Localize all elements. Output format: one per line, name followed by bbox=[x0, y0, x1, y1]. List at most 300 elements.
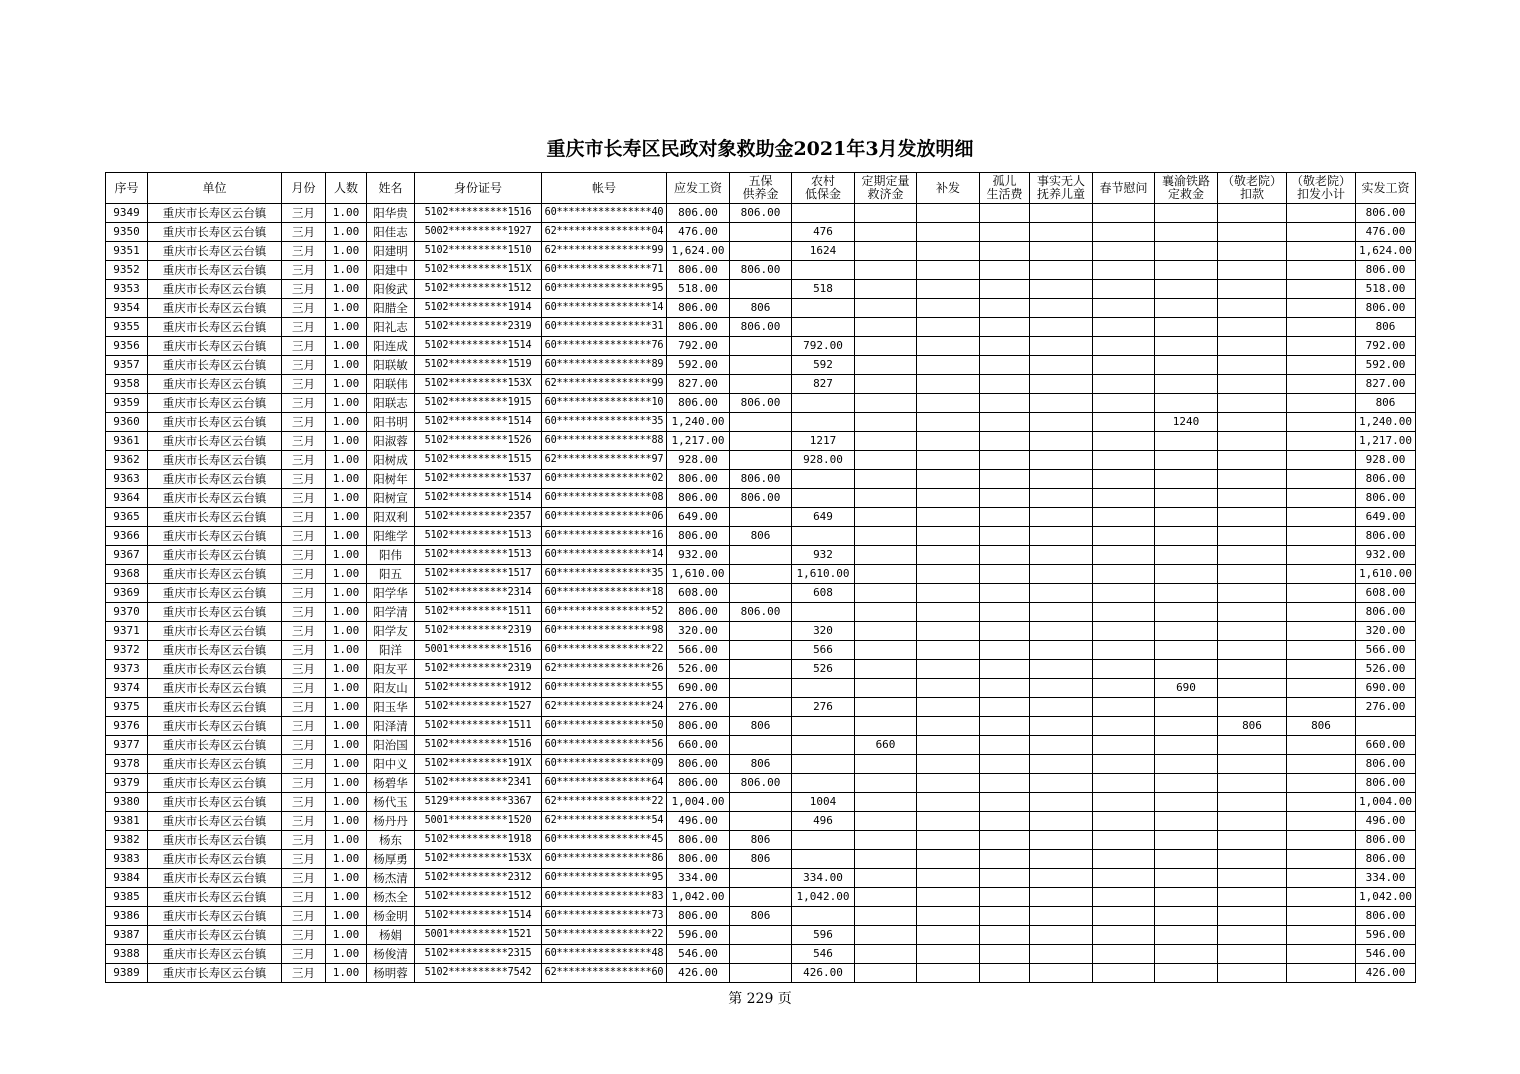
table-cell: 重庆市长寿区云台镇 bbox=[148, 869, 282, 888]
table-cell bbox=[1093, 356, 1155, 375]
table-cell bbox=[1093, 679, 1155, 698]
table-cell bbox=[1093, 470, 1155, 489]
table-cell: 9372 bbox=[106, 641, 148, 660]
table-cell: 阳中义 bbox=[367, 755, 415, 774]
table-cell bbox=[730, 793, 792, 812]
table-cell: 792.00 bbox=[792, 337, 855, 356]
table-cell: 阳泽清 bbox=[367, 717, 415, 736]
table-cell: 1.00 bbox=[326, 812, 367, 831]
column-header: 春节慰问 bbox=[1093, 173, 1155, 204]
table-cell: 重庆市长寿区云台镇 bbox=[148, 907, 282, 926]
table-cell: 1.00 bbox=[326, 679, 367, 698]
table-cell bbox=[1093, 489, 1155, 508]
table-cell: 5102**********1510 bbox=[415, 242, 542, 261]
table-cell: 9388 bbox=[106, 945, 148, 964]
table-cell: 1.00 bbox=[326, 565, 367, 584]
table-cell: 三月 bbox=[282, 280, 326, 299]
table-cell: 5102**********1514 bbox=[415, 489, 542, 508]
table-cell: 60****************08 bbox=[542, 489, 667, 508]
table-cell: 重庆市长寿区云台镇 bbox=[148, 242, 282, 261]
table-cell bbox=[792, 774, 855, 793]
table-cell: 806.00 bbox=[667, 204, 730, 223]
table-cell: 60****************55 bbox=[542, 679, 667, 698]
table-cell bbox=[980, 698, 1030, 717]
table-cell: 518 bbox=[792, 280, 855, 299]
table-cell: 重庆市长寿区云台镇 bbox=[148, 679, 282, 698]
table-cell bbox=[917, 603, 980, 622]
column-header: 实发工资 bbox=[1356, 173, 1416, 204]
table-cell bbox=[1287, 242, 1356, 261]
table-cell: 9363 bbox=[106, 470, 148, 489]
table-cell bbox=[855, 888, 917, 907]
table-row bbox=[106, 375, 1416, 394]
table-cell bbox=[1287, 451, 1356, 470]
table-cell: 三月 bbox=[282, 242, 326, 261]
table-cell: 杨金明 bbox=[367, 907, 415, 926]
table-cell: 1,042.00 bbox=[792, 888, 855, 907]
table-cell: 806.00 bbox=[730, 318, 792, 337]
table-cell: 1,624.00 bbox=[667, 242, 730, 261]
table-cell: 5102**********2315 bbox=[415, 945, 542, 964]
table-cell: 重庆市长寿区云台镇 bbox=[148, 831, 282, 850]
table-cell: 928.00 bbox=[792, 451, 855, 470]
table-cell: 三月 bbox=[282, 698, 326, 717]
table-cell: 320.00 bbox=[1356, 622, 1416, 641]
table-cell bbox=[730, 736, 792, 755]
table-cell: 1.00 bbox=[326, 945, 367, 964]
table-cell: 806.00 bbox=[667, 527, 730, 546]
table-cell: 1.00 bbox=[326, 831, 367, 850]
table-cell: 649.00 bbox=[1356, 508, 1416, 527]
table-cell: 60****************35 bbox=[542, 413, 667, 432]
table-cell bbox=[980, 223, 1030, 242]
table-cell bbox=[980, 812, 1030, 831]
table-cell bbox=[1218, 280, 1287, 299]
table-cell bbox=[1155, 793, 1218, 812]
table-cell bbox=[855, 261, 917, 280]
table-cell bbox=[1287, 508, 1356, 527]
table-cell: 三月 bbox=[282, 869, 326, 888]
table-cell: 阳树年 bbox=[367, 470, 415, 489]
table-cell bbox=[1093, 204, 1155, 223]
table-cell bbox=[1030, 375, 1093, 394]
table-cell: 三月 bbox=[282, 812, 326, 831]
table-cell: 三月 bbox=[282, 603, 326, 622]
table-cell bbox=[980, 907, 1030, 926]
table-cell bbox=[917, 774, 980, 793]
table-cell: 三月 bbox=[282, 375, 326, 394]
table-cell bbox=[730, 660, 792, 679]
table-cell: 三月 bbox=[282, 888, 326, 907]
table-cell bbox=[1287, 432, 1356, 451]
table-cell: 518.00 bbox=[1356, 280, 1416, 299]
table-cell: 806 bbox=[1356, 318, 1416, 337]
table-cell: 806.00 bbox=[667, 774, 730, 793]
table-cell: 320.00 bbox=[667, 622, 730, 641]
table-cell: 重庆市长寿区云台镇 bbox=[148, 261, 282, 280]
table-cell: 476 bbox=[792, 223, 855, 242]
table-cell bbox=[855, 869, 917, 888]
column-header: 农村 低保金 bbox=[792, 173, 855, 204]
table-cell: 50****************22 bbox=[542, 926, 667, 945]
table-cell bbox=[980, 432, 1030, 451]
table-cell bbox=[730, 812, 792, 831]
table-cell bbox=[917, 888, 980, 907]
table-cell: 重庆市长寿区云台镇 bbox=[148, 774, 282, 793]
table-cell bbox=[1155, 755, 1218, 774]
table-cell bbox=[1030, 546, 1093, 565]
table-cell bbox=[917, 964, 980, 983]
table-cell: 重庆市长寿区云台镇 bbox=[148, 318, 282, 337]
table-cell: 阳腊全 bbox=[367, 299, 415, 318]
table-cell bbox=[1030, 926, 1093, 945]
table-row bbox=[106, 470, 1416, 489]
table-cell bbox=[1093, 812, 1155, 831]
table-cell bbox=[792, 318, 855, 337]
table-cell: 928.00 bbox=[1356, 451, 1416, 470]
table-cell bbox=[1030, 451, 1093, 470]
table-row bbox=[106, 603, 1416, 622]
table-cell bbox=[980, 299, 1030, 318]
table-cell bbox=[1287, 850, 1356, 869]
table-cell: 608 bbox=[792, 584, 855, 603]
table-cell: 1.00 bbox=[326, 413, 367, 432]
table-cell bbox=[730, 584, 792, 603]
table-cell bbox=[792, 489, 855, 508]
table-cell: 806.00 bbox=[1356, 299, 1416, 318]
table-cell bbox=[980, 736, 1030, 755]
table-cell bbox=[1287, 413, 1356, 432]
table-cell bbox=[1287, 641, 1356, 660]
table-cell: 1.00 bbox=[326, 584, 367, 603]
table-row bbox=[106, 318, 1416, 337]
table-cell: 重庆市长寿区云台镇 bbox=[148, 432, 282, 451]
table-cell bbox=[730, 698, 792, 717]
table-cell bbox=[1030, 242, 1093, 261]
table-cell bbox=[1287, 318, 1356, 337]
table-cell bbox=[980, 204, 1030, 223]
table-cell: 重庆市长寿区云台镇 bbox=[148, 337, 282, 356]
table-row bbox=[106, 926, 1416, 945]
table-cell: 1004 bbox=[792, 793, 855, 812]
table-cell: 60****************52 bbox=[542, 603, 667, 622]
table-cell: 62****************99 bbox=[542, 375, 667, 394]
table-cell: 5102**********1517 bbox=[415, 565, 542, 584]
table-cell: 三月 bbox=[282, 584, 326, 603]
table-cell: 596 bbox=[792, 926, 855, 945]
table-cell bbox=[1030, 679, 1093, 698]
table-cell: 1624 bbox=[792, 242, 855, 261]
table-cell bbox=[980, 375, 1030, 394]
table-cell: 827 bbox=[792, 375, 855, 394]
table-cell: 9367 bbox=[106, 546, 148, 565]
table-cell bbox=[1155, 470, 1218, 489]
table-cell: 5001**********1516 bbox=[415, 641, 542, 660]
table-cell bbox=[1030, 204, 1093, 223]
table-cell bbox=[855, 850, 917, 869]
table-cell bbox=[980, 774, 1030, 793]
table-cell: 5102**********1515 bbox=[415, 451, 542, 470]
table-cell bbox=[1155, 223, 1218, 242]
table-cell: 重庆市长寿区云台镇 bbox=[148, 622, 282, 641]
table-cell: 三月 bbox=[282, 451, 326, 470]
table-cell bbox=[1093, 508, 1155, 527]
table-cell bbox=[980, 337, 1030, 356]
table-cell bbox=[1218, 679, 1287, 698]
table-cell bbox=[855, 280, 917, 299]
table-cell bbox=[1030, 223, 1093, 242]
table-cell: 1,217.00 bbox=[667, 432, 730, 451]
table-row bbox=[106, 489, 1416, 508]
table-cell bbox=[1155, 318, 1218, 337]
table-cell bbox=[1030, 869, 1093, 888]
table-cell bbox=[1155, 603, 1218, 622]
table-cell bbox=[855, 964, 917, 983]
table-cell bbox=[1093, 907, 1155, 926]
table-cell bbox=[855, 451, 917, 470]
table-cell: 5102**********7542 bbox=[415, 964, 542, 983]
table-cell: 重庆市长寿区云台镇 bbox=[148, 888, 282, 907]
table-cell: 806.00 bbox=[1356, 527, 1416, 546]
relief-table bbox=[105, 172, 1416, 983]
table-cell bbox=[1093, 375, 1155, 394]
table-cell: 9356 bbox=[106, 337, 148, 356]
table-cell: 1.00 bbox=[326, 546, 367, 565]
table-cell: 60****************09 bbox=[542, 755, 667, 774]
table-cell: 5102**********1526 bbox=[415, 432, 542, 451]
table-cell: 三月 bbox=[282, 432, 326, 451]
table-cell bbox=[1287, 679, 1356, 698]
table-cell: 9364 bbox=[106, 489, 148, 508]
table-cell: 690.00 bbox=[667, 679, 730, 698]
table-cell: 5102**********1537 bbox=[415, 470, 542, 489]
table-cell: 596.00 bbox=[667, 926, 730, 945]
column-header: （敬老院） 扣款 bbox=[1218, 173, 1287, 204]
table-cell bbox=[1030, 489, 1093, 508]
table-cell: 阳玉华 bbox=[367, 698, 415, 717]
table-cell: 9375 bbox=[106, 698, 148, 717]
table-cell: 1.00 bbox=[326, 850, 367, 869]
table-cell: 重庆市长寿区云台镇 bbox=[148, 603, 282, 622]
table-cell bbox=[980, 318, 1030, 337]
table-cell bbox=[1218, 489, 1287, 508]
table-cell bbox=[980, 584, 1030, 603]
table-header-row bbox=[106, 173, 1416, 204]
table-cell bbox=[1218, 622, 1287, 641]
table-cell: 三月 bbox=[282, 508, 326, 527]
table-cell: 566.00 bbox=[1356, 641, 1416, 660]
table-cell bbox=[792, 394, 855, 413]
table-cell: 重庆市长寿区云台镇 bbox=[148, 660, 282, 679]
table-cell: 阳树宣 bbox=[367, 489, 415, 508]
table-cell bbox=[1030, 318, 1093, 337]
table-cell bbox=[1287, 888, 1356, 907]
table-cell: 660 bbox=[855, 736, 917, 755]
table-cell: 806.00 bbox=[1356, 774, 1416, 793]
table-cell: 三月 bbox=[282, 774, 326, 793]
table-cell bbox=[1287, 907, 1356, 926]
table-cell: 60****************83 bbox=[542, 888, 667, 907]
table-cell bbox=[1218, 660, 1287, 679]
table-cell: 334.00 bbox=[792, 869, 855, 888]
table-row bbox=[106, 641, 1416, 660]
table-cell: 9387 bbox=[106, 926, 148, 945]
table-cell bbox=[1287, 698, 1356, 717]
table-cell bbox=[1218, 603, 1287, 622]
table-cell: 阳洋 bbox=[367, 641, 415, 660]
table-cell: 1.00 bbox=[326, 755, 367, 774]
table-cell: 1.00 bbox=[326, 603, 367, 622]
table-cell: 60****************50 bbox=[542, 717, 667, 736]
table-cell bbox=[1093, 622, 1155, 641]
table-cell bbox=[917, 869, 980, 888]
table-cell: 杨厚勇 bbox=[367, 850, 415, 869]
table-cell bbox=[1218, 432, 1287, 451]
table-cell: 三月 bbox=[282, 641, 326, 660]
table-cell: 5102**********1513 bbox=[415, 546, 542, 565]
table-cell bbox=[1218, 318, 1287, 337]
table-cell: 9357 bbox=[106, 356, 148, 375]
table-row bbox=[106, 869, 1416, 888]
table-cell bbox=[1093, 793, 1155, 812]
table-cell bbox=[980, 565, 1030, 584]
table-cell bbox=[1155, 546, 1218, 565]
table-cell bbox=[917, 413, 980, 432]
table-cell: 1.00 bbox=[326, 869, 367, 888]
table-cell bbox=[917, 565, 980, 584]
table-cell bbox=[1155, 926, 1218, 945]
table-cell: 重庆市长寿区云台镇 bbox=[148, 793, 282, 812]
table-cell bbox=[1287, 926, 1356, 945]
table-cell bbox=[980, 831, 1030, 850]
table-cell: 276.00 bbox=[667, 698, 730, 717]
table-cell: 62****************22 bbox=[542, 793, 667, 812]
table-cell: 1.00 bbox=[326, 223, 367, 242]
table-cell: 9349 bbox=[106, 204, 148, 223]
table-cell: 806 bbox=[730, 755, 792, 774]
table-cell bbox=[730, 679, 792, 698]
table-cell bbox=[855, 812, 917, 831]
table-cell bbox=[855, 584, 917, 603]
table-cell bbox=[855, 470, 917, 489]
table-cell: 9359 bbox=[106, 394, 148, 413]
table-cell: 9358 bbox=[106, 375, 148, 394]
table-cell: 重庆市长寿区云台镇 bbox=[148, 964, 282, 983]
table-cell bbox=[1155, 584, 1218, 603]
table-cell bbox=[1030, 850, 1093, 869]
table-cell: 9354 bbox=[106, 299, 148, 318]
column-header: 孤儿 生活费 bbox=[980, 173, 1030, 204]
table-cell: 1.00 bbox=[326, 470, 367, 489]
table-cell bbox=[980, 622, 1030, 641]
table-cell: 1.00 bbox=[326, 451, 367, 470]
table-cell bbox=[1030, 945, 1093, 964]
table-cell bbox=[1030, 299, 1093, 318]
table-cell: 5102**********1516 bbox=[415, 204, 542, 223]
table-cell: 60****************35 bbox=[542, 565, 667, 584]
table-cell: 806.00 bbox=[730, 603, 792, 622]
table-cell: 1.00 bbox=[326, 774, 367, 793]
table-cell: 9368 bbox=[106, 565, 148, 584]
table-cell: 60****************64 bbox=[542, 774, 667, 793]
table-row bbox=[106, 831, 1416, 850]
table-cell: 806.00 bbox=[667, 850, 730, 869]
table-cell bbox=[1287, 337, 1356, 356]
table-cell bbox=[1218, 945, 1287, 964]
table-cell bbox=[855, 413, 917, 432]
table-cell: 62****************60 bbox=[542, 964, 667, 983]
table-cell bbox=[1155, 945, 1218, 964]
table-cell: 9374 bbox=[106, 679, 148, 698]
table-cell bbox=[1287, 660, 1356, 679]
table-cell: 649.00 bbox=[667, 508, 730, 527]
table-cell bbox=[1287, 375, 1356, 394]
table-cell: 60****************14 bbox=[542, 546, 667, 565]
table-cell bbox=[1218, 831, 1287, 850]
table-cell bbox=[1030, 508, 1093, 527]
table-cell: 60****************40 bbox=[542, 204, 667, 223]
table-cell bbox=[1287, 793, 1356, 812]
table-cell: 806.00 bbox=[667, 299, 730, 318]
table-cell bbox=[1218, 299, 1287, 318]
table-cell bbox=[1218, 793, 1287, 812]
table-cell bbox=[1218, 204, 1287, 223]
table-cell bbox=[917, 907, 980, 926]
table-cell bbox=[792, 413, 855, 432]
table-cell bbox=[917, 850, 980, 869]
table-cell: 806.00 bbox=[667, 318, 730, 337]
table-cell: 62****************54 bbox=[542, 812, 667, 831]
table-cell: 806 bbox=[1287, 717, 1356, 736]
table-cell: 9369 bbox=[106, 584, 148, 603]
table-cell bbox=[1093, 584, 1155, 603]
table-cell: 62****************24 bbox=[542, 698, 667, 717]
table-cell: 阳华贵 bbox=[367, 204, 415, 223]
table-cell bbox=[1218, 584, 1287, 603]
table-cell bbox=[1093, 736, 1155, 755]
table-cell: 三月 bbox=[282, 356, 326, 375]
table-cell: 三月 bbox=[282, 679, 326, 698]
table-cell: 60****************95 bbox=[542, 869, 667, 888]
table-cell bbox=[1218, 470, 1287, 489]
table-cell: 阳联伟 bbox=[367, 375, 415, 394]
table-cell bbox=[792, 907, 855, 926]
table-cell: 5002**********1927 bbox=[415, 223, 542, 242]
table-cell bbox=[1155, 432, 1218, 451]
table-row bbox=[106, 622, 1416, 641]
table-cell bbox=[730, 508, 792, 527]
table-row bbox=[106, 812, 1416, 831]
table-cell: 9350 bbox=[106, 223, 148, 242]
table-cell: 608.00 bbox=[667, 584, 730, 603]
table-cell: 827.00 bbox=[667, 375, 730, 394]
table-cell bbox=[1155, 261, 1218, 280]
column-header: 五保 供养金 bbox=[730, 173, 792, 204]
table-cell bbox=[917, 242, 980, 261]
table-body bbox=[106, 204, 1416, 983]
table-cell: 526.00 bbox=[667, 660, 730, 679]
table-cell: 杨碧华 bbox=[367, 774, 415, 793]
table-cell: 60****************06 bbox=[542, 508, 667, 527]
table-cell: 806.00 bbox=[1356, 470, 1416, 489]
table-cell bbox=[1155, 717, 1218, 736]
table-cell bbox=[1287, 584, 1356, 603]
table-cell: 三月 bbox=[282, 945, 326, 964]
table-cell bbox=[1287, 774, 1356, 793]
table-cell bbox=[980, 755, 1030, 774]
table-cell bbox=[1030, 793, 1093, 812]
table-cell bbox=[917, 679, 980, 698]
